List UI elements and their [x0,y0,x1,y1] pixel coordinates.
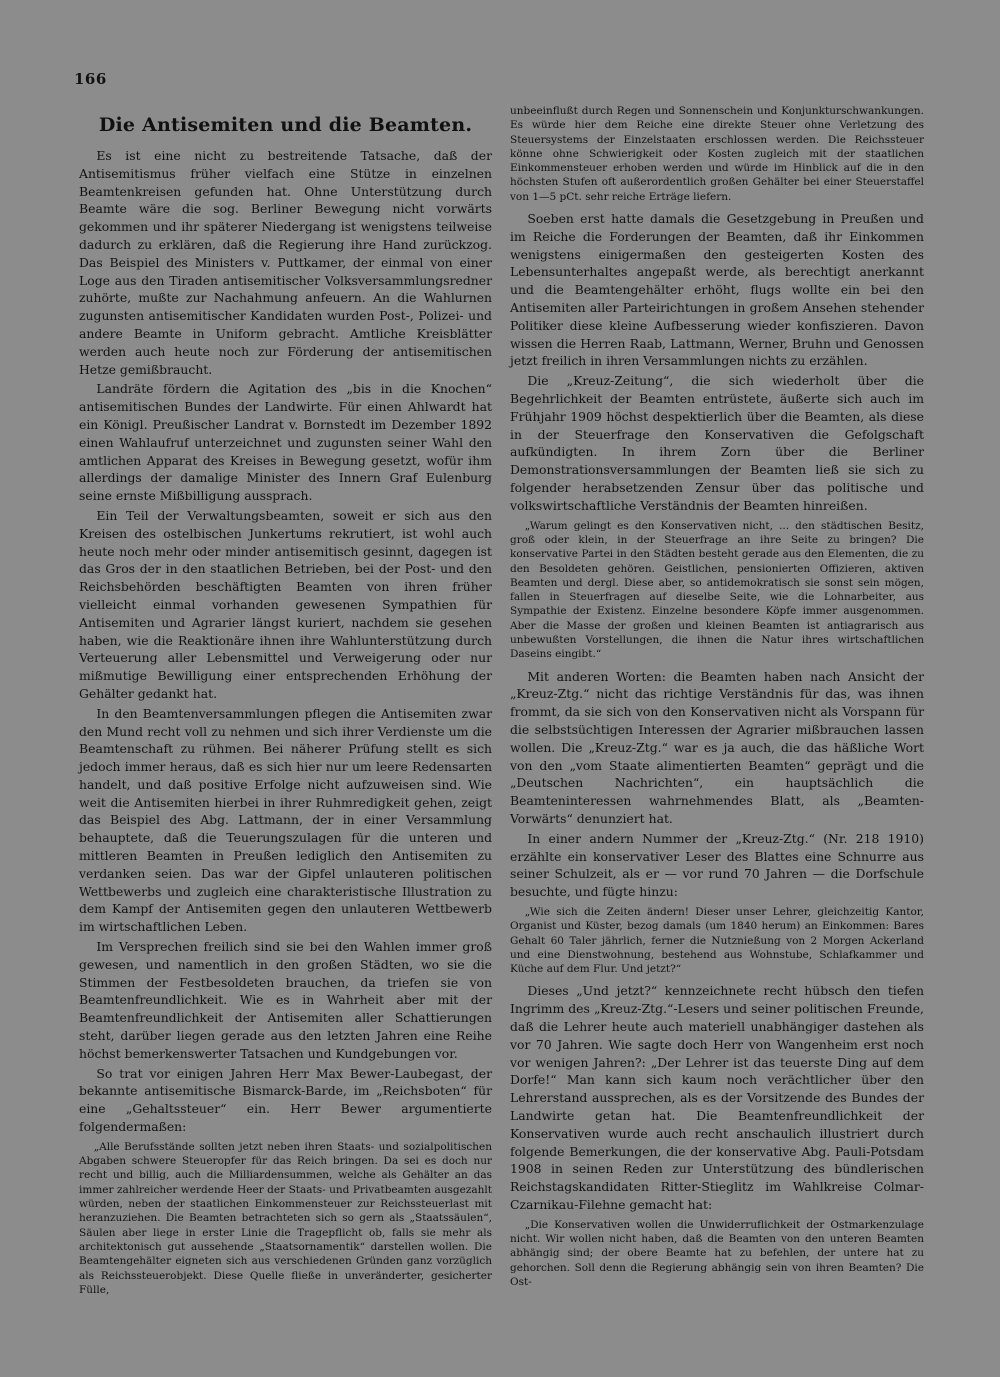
body-paragraph: Es ist eine nicht zu bestreitende Tatsache, daß der Antisemitismus früher vielfach eine Stütze in einzelnen Beamtenkreisen gefunden hat. Ohne Unterstützung durch Beamte wäre die sog. Berliner Bewegung nicht vorwärts gekommen und ihr späterer Niedergang ist wenigstens teilweise dadurch zu erklären, daß die Regierung ihre Hand zurückzog. Das Beispiel des Ministers v. Puttkamer, der einmal von einer Loge aus den Tiraden antisemitischer Volksversammlungsredner zuhörte, mußte zur Nachahmung anfeuern. An die Wahlurnen zugunsten antisemitischer Kandidaten wurden Post-, Polizei- und andere Beamte in Uniform gebracht. Amtliche Kreisblätter werden auch heute noch zur Förderung der antisemitischen Hetze gemißbraucht. [79,148,492,377]
body-paragraph: Soeben erst hatte damals die Gesetzgebung in Preußen und im Reiche die Forderungen der Beamten, daß ihr Einkommen wenigstens einigermaßen den gesteigerten Kosten des Lebensunterhaltes angepaßt werde, als berechtigt anerkannt und die Beamtengehälter erhöht, flugs wollte ein bei den Antisemiten aller Parteirichtungen in großem Ansehen stehender Politiker diese kleine Aufbesserung wieder konfiszieren. Davon wissen die Herren Raab, Lattmann, Werner, Bruhn und Genossen jetzt freilich in ihren Versammlungen nichts zu erzählen. [510,211,924,369]
body-paragraph: In einer andern Nummer der „Kreuz-Ztg.“ (Nr. 218 1910) erzählte ein konservativer Leser des Blattes eine Schnurre aus seiner Schulzeit, als er — vor rund 70 Jahren — die Dorfschule besuchte, und fügte hinzu: [510,830,924,900]
left-column [79,100,492,1303]
page-number: 166 [74,70,107,88]
body-paragraph: Landräte fördern die Agitation des „bis in die Knochen“ antisemitischen Bundes der Landwirte. Für einen Ahlwardt hat ein Königl. Preußischer Landrat v. Bornstedt im Dezember 1892 einen Wahlaufruf unterzeichnet und zugunsten seiner Wahl den amtlichen Apparat des Kreises in Bewegung gesetzt, wofür ihm allerdings der damalige Minister des Innern Graf Eulenburg seine ernste Mißbilligung aussprach. [79,381,492,504]
body-paragraph: Dieses „Und jetzt?“ kennzeichnete recht hübsch den tiefen Ingrimm des „Kreuz-Ztg.“-Lesers und seiner politischen Freunde, daß die Lehrer heute auch materiell unabhängiger dastehen als vor 70 Jahren. Wie sagte doch Herr von Wangenheim erst noch vor wenigen Jahren?: „Der Lehrer ist das teuerste Ding auf dem Dorfe!“ Man kann sich kaum noch verächtlicher über den Lehrerstand aussprechen, als es der Vorsitzende des Bundes der Landwirte getan hat. Die Beamtenfreundlichkeit der Konservativen wurde auch recht anschaulich illustriert durch folgende Bemerkungen, die der konservative Abg. Pauli-Potsdam 1908 in seinen Reden zur Unterstützung des bündlerischen Reichstagskandidaten Ritter-Stieglitz im Wahlkreise Colmar-Czarnikau-Filehne gemacht hat: [510,983,924,1212]
body-paragraph: Die „Kreuz-Zeitung“, die sich wiederholt über die Begehrlichkeit der Beamten entrüstete, äußerte sich auch im Frühjahr 1909 höchst despektierlich über die Beamten, als diese in der Steuerfrage den Konservativen die Gefolgschaft aufkündigten. In ihrem Zorn über die Berliner Demonstrationsversammlungen der Beamten ließ sie sich zu folgender herabsetzenden Zensur über das politische und volkswirtschaftliche Verständnis der Beamten hinreißen. [510,373,924,513]
body-paragraph: Im Versprechen freilich sind sie bei den Wahlen immer groß gewesen, und namentlich in den großen Städten, wo sie die Stimmen der Festbesoldeten brauchen, da triefen sie von Beamtenfreundlichkeit. Wie es in Wahrheit aber mit der Beamtenfreundlichkeit der Antisemiten aller Schattierungen steht, darüber liegen gerade aus den letzten Jahren eine Reihe höchst bemerkenswerter Tatsachen und Kundgebungen vor. [79,939,492,1061]
body-paragraph: In den Beamtenversammlungen pflegen die Antisemiten zwar den Mund recht voll zu nehmen und sich ihrer Verdienste um die Beamtenschaft zu rühmen. Bei näherer Prüfung stellt es sich jedoch immer heraus, daß es sich hier nur um leere Redensarten handelt, und daß positive Erfolge nicht aufzuweisen sind. Wie weit die Antisemiten hierbei in ihrer Ruhmredigkeit gehen, zeigt das Beispiel des Abg. Lattmann, der in einer Versammlung behauptete, daß die Teuerungszulagen für die unteren und mittleren Beamten in Preußen lediglich den Antisemiten zu verdanken seien. Das war der Gipfel unlauteren politischen Wettbewerbs und zugleich eine charakteristische Illustration zu dem Kampf der Antisemiten gegen den unlauteren Wettbewerb im wirtschaftlichen Leben. [79,705,492,935]
quote-paragraph: „Wie sich die Zeiten ändern! Dieser unser Lehrer, gleichzeitig Kantor, Organist und Küster, bezog damals (um 1840 herum) an Einkommen: Bares Gehalt 60 Taler jährlich, ferner die Nutznießung von 2 Morgen Ackerland und eine Dienstwohnung, bestehend aus Wohnstube, Schlafkammer und Küche auf dem Flur. Und jetzt?“ [510,905,924,976]
right-column [510,100,924,1295]
body-paragraph: So trat vor einigen Jahren Herr Max Bewer-Laubegast, der bekannte antisemitische Bismarck-Barde, im „Reichsboten“ für eine „Gehaltssteuer“ ein. Herr Bewer argumentierte folgendermaßen: [79,1065,492,1135]
left-column-body [79,147,492,1297]
right-column-body [510,104,924,1289]
quote-paragraph: unbeeinflußt durch Regen und Sonnenschein und Konjunkturschwankungen. Es würde hier dem Reiche eine direkte Steuer ohne Verletzung des Steuersystems der Einzelstaaten erschlossen werden. Die Reichssteuer könne ohne Schwierigkeit oder Kosten zugleich mit der staatlichen Einkommensteuer erhoben werden und würde im Hinblick auf die in den höchsten Stufen oft außerordentlich großen Gehälter bei einer Steuerstaffel von 1—5 pCt. sehr reiche Erträge liefern. [510,105,924,203]
article-title: Die Antisemiten und die Beamten. [98,114,473,136]
quote-paragraph: „Die Konservativen wollen die Unwiderruflichkeit der Ostmarkenzulage nicht. Wir wollen nicht haben, daß die Beamten von den unteren Beamten abhängig sind; der obere Beamte hat zu befehlen, der untere hat zu gehorchen. Soll denn die Regierung abhängig sein von ihren Beamten? Die Ost- [510,1218,924,1288]
quote-paragraph: „Warum gelingt es den Konservativen nicht, ... den städtischen Besitz, groß oder klein, in der Steuerfrage an ihre Seite zu bringen? Die konservative Partei in den Städten besteht gerade aus den Elementen, die zu den Besoldeten gehören. Geistlichen, pensionierten Offizieren, aktiven Beamten und dergl. Diese aber, so antidemokratisch sie sonst sein mögen, fallen in Steuerfragen auf dieselbe Seite, wie die Lohnarbeiter, aus Sympathie der Existenz. Einzelne besondere Köpfe immer ausgenommen. Aber die Masse der großen und kleinen Beamten ist antiagrarisch aus unbewußten Vorstellungen, die ihnen die Natur ihres wirtschaftlichen Daseins eingibt.“ [510,519,924,661]
quote-paragraph: „Alle Berufsstände sollten jetzt neben ihren Staats- und sozialpolitischen Abgaben schwere Steueropfer für das Reich bringen. Da sei es doch nur recht und billig, auch die Milliardensummen, welche als Gehälter an das immer zahlreicher werdende Heer der Staats- und Privatbeamten ausgezahlt würden, neben der staatlichen Einkommensteuer zur Reichssteuerlast mit heranzuziehen. Die Beamten betrachteten sich so gern als „Staatssäulen“, Säulen aber liege in erster Linie die Tragepflicht ob, falls sie mehr als architektonisch gut aussehende „Staatsornamentik“ darstellen wollen. Die Beamtengehälter eigneten sich aus verschiedenen Gründen ganz vorzüglich als Reichssteuerobjekt. Diese Quelle fließe in unveränderter, gesicherter Fülle, [79,1140,492,1296]
body-paragraph: Ein Teil der Verwaltungsbeamten, soweit er sich aus den Kreisen des ostelbischen Junkertums rekrutiert, ist wohl auch heute noch mehr oder minder antisemitisch gesinnt, dagegen ist das Gros der in den staatlichen Betrieben, bei der Post- und den Reichsbehörden beschäftigten Beamten von ihren früher vielleicht einmal vorhanden gewesenen Sympathien für Antisemiten und Agrarier längst kuriert, nachdem sie gesehen haben, wie die Reaktionäre ihnen ihre Wahlunterstützung durch Verteuerung aller Lebensmittel und Verweigerung oder nur mißmutige Bewilligung einer entsprechenden Erhöhung der Gehälter gedankt hat. [79,507,492,701]
body-paragraph: Mit anderen Worten: die Beamten haben nach Ansicht der „Kreuz-Ztg.“ nicht das richtige Verständnis für das, was ihnen frommt, da sie sich von den Konservativen nicht als Vorspann für die selbstsüchtigen Interessen der Agrarier mißbrauchen lassen wollen. Die „Kreuz-Ztg.“ war es ja auch, die das häßliche Wort von den „vom Staate alimentierten Beamten“ geprägt und die „Deutschen Nachrichten“, ein hauptsächlich die Beamteninteressen wahrnehmendes Blatt, als „Beamten-Vorwärts“ denunziert hat. [510,668,924,826]
